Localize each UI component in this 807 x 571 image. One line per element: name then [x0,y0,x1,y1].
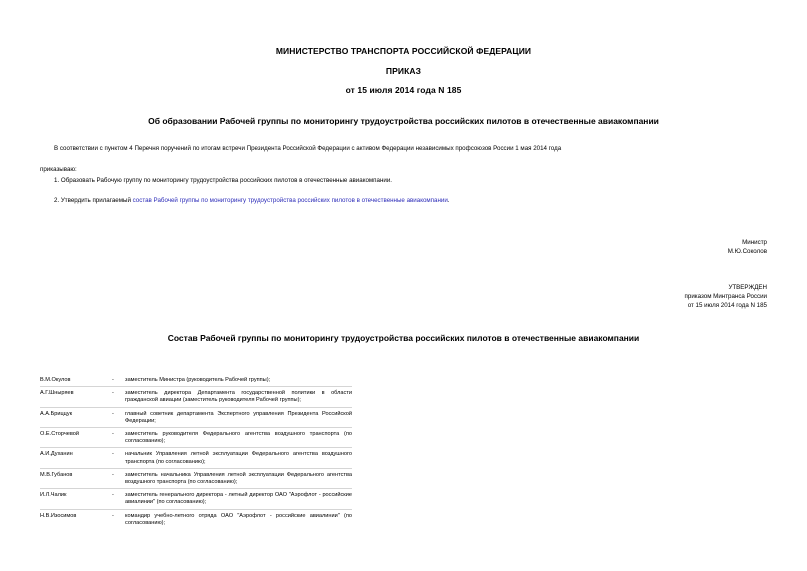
order-title: Об образовании Рабочей группы по мониторингу трудоустройства российских пилотов в отечественные авиакомпании [148,116,659,126]
table-row [40,387,352,407]
member-dash: - [112,492,114,499]
member-dash: - [112,377,114,383]
member-name: М.В.Губанов [40,471,73,478]
table-row [40,374,352,387]
order-item-2-suffix: . [447,197,450,204]
approval-line-1: УТВЕРЖДЕН [728,284,767,291]
approval-line-3: от 15 июля 2014 года N 185 [687,302,767,309]
approval-line-2: приказом Минтранса России [684,293,767,300]
table-row [40,509,352,529]
doc-type-heading: ПРИКАЗ [385,66,422,76]
signature-block [728,238,767,256]
member-role: заместитель генерального директора - летный директор ОАО "Аэрофлот - российские авиалинии" (по согласованию); [125,492,352,506]
order-item-2-prefix: 2. Утвердить прилагаемый [54,197,133,204]
member-role: главный советник департамента Экспертного управления Президента Российской Федерации; [125,410,352,424]
member-name: А.Г.Шныряев [40,390,74,397]
member-name: В.М.Окулов [40,377,71,383]
member-dash: - [112,431,114,438]
member-role: начальник Управления летной эксплуатации Федерального агентства воздушного транспорта (по согласованию); [125,451,352,465]
composition-title: Состав Рабочей группы по мониторингу трудоустройства российских пилотов в отечественные авиакомпании [167,333,640,343]
member-role: заместитель начальника Управления летной эксплуатации Федерального агентства воздушного транспорта (по согласованию); [125,471,352,486]
table-row [40,428,352,448]
date-number: от 15 июля 2014 года N 185 [345,85,462,95]
member-role: заместитель Министра (руководитель Рабочей группы); [125,377,271,383]
member-name: Н.В.Изосимов [40,512,77,519]
member-name: И.Л.Чалик [40,492,67,499]
order-item-2 [54,197,450,205]
table-row [40,468,352,488]
ministry-heading: МИНИСТЕРСТВО ТРАНСПОРТА РОССИЙСКОЙ ФЕДЕРАЦИИ [275,46,532,56]
member-dash: - [112,451,114,458]
members-table [40,374,352,529]
signature-name: М.Ю.Соколов [727,248,767,255]
member-dash: - [112,512,114,519]
composition-link[interactable]: состав Рабочей группы по мониторингу трудоустройства российских пилотов в отечественные авиакомпании [132,197,448,204]
signature-position: Министр [742,239,767,246]
member-name: О.Е.Сторчевой [40,431,79,438]
member-role: заместитель директора Департамента государственной политики в области гражданской авиации (заместитель руководителя Рабочей группы); [125,390,352,404]
member-dash: - [112,410,114,417]
member-role: командир учебно-летного отряда ОАО "Аэрофлот - российские авиалинии" (по согласованию); [125,512,352,526]
table-row [40,407,352,427]
preamble-text: В соответствии с пунктом 4 Перечня поручений по итогам встречи Президента Российской Федерации с активом Федерации независимых профсоюзов России 1 мая 2014 года [54,145,562,152]
order-word: приказываю: [40,166,77,173]
member-name: А.А.Бриццук [40,410,73,417]
member-name: А.И.Духанин [40,451,73,458]
member-dash: - [112,471,114,478]
order-item-1: 1. Образовать Рабочую группу по мониторингу трудоустройства российских пилотов в отечественные авиакомпании. [54,177,393,184]
member-dash: - [112,390,114,397]
member-role: заместитель руководителя Федерального агентства воздушного транспорта (по согласованию); [125,431,352,445]
approval-block [685,283,767,310]
members-table-body [40,374,352,529]
table-row [40,489,352,509]
table-row [40,448,352,468]
